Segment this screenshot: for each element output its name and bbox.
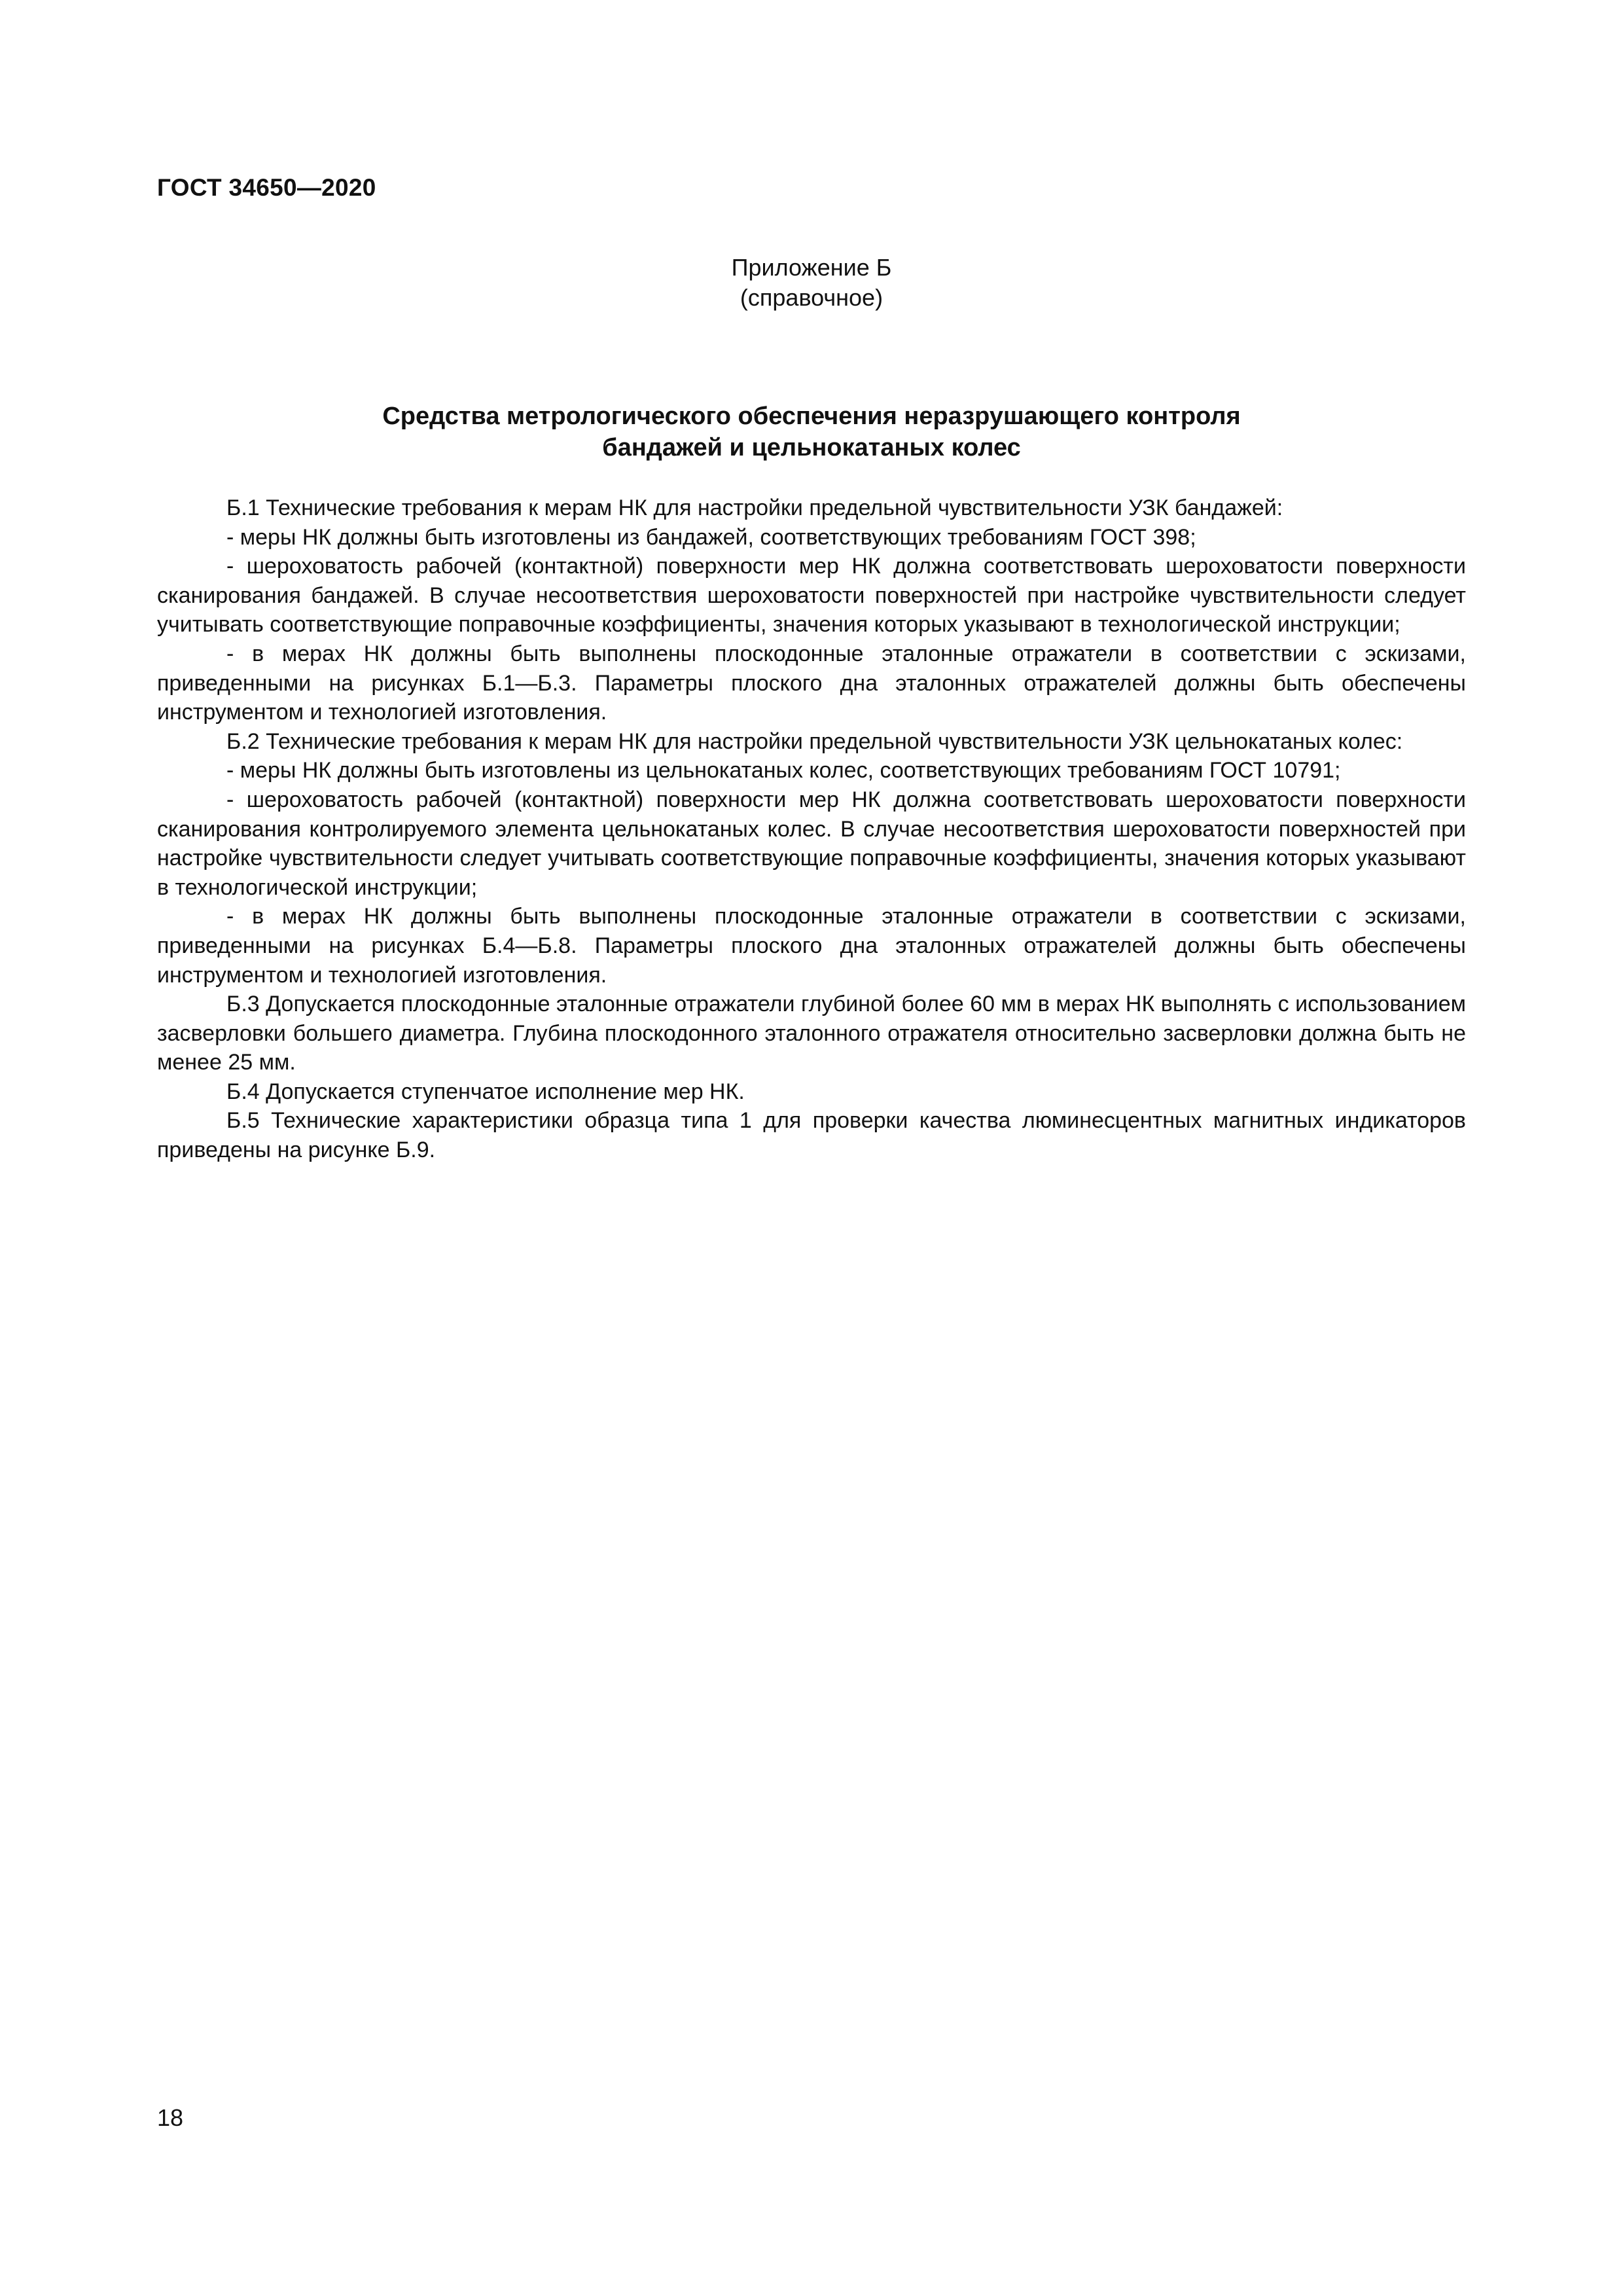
paragraph-b4: Б.4 Допускается ступенчатое исполнение мер НК. bbox=[226, 1079, 745, 1104]
appendix-label: Приложение Б bbox=[731, 254, 892, 281]
paragraph-b3: Б.3 Допускается плоскодонные эталонные отражатели глубиной более 60 мм в мерах НК выполнять с использованием засверловки большего диаметра. Глубина плоскодонного эталонного отражателя относительно засверловки должна быть не менее 25 мм. bbox=[157, 992, 1466, 1075]
paragraph-b2-item-3: - в мерах НК должны быть выполнены плоскодонные эталонные отражатели в соответствии с эскизами, приведенными на рисунках Б.4—Б.8. Параметры плоского дна эталонных отражателей должны быть обеспечены инструментом и технологией изготовления. bbox=[157, 904, 1466, 988]
paragraph-b5: Б.5 Технические характеристики образца типа 1 для проверки качества люминесцентных магнитных индикаторов приведены на рисунке Б.9. bbox=[157, 1108, 1466, 1163]
paragraph-b1-item-3: - в мерах НК должны быть выполнены плоскодонные эталонные отражатели в соответствии с эскизами, приведенными на рисунках Б.1—Б.3. Параметры плоского дна эталонных отражателей должны быть обеспечены инструментом и технологией изготовления. bbox=[157, 641, 1466, 725]
paragraph-b2-item-2: - шероховатость рабочей (контактной) поверхности мер НК должна соответствовать шероховатости поверхности сканирования контролируемого элемента цельнокатаных колес. В случае несоответствия шероховатости поверхностей при настройке чувствительности следует учитывать соответствующие поправочные коэффициенты, значения которых указывают в технологической инструкции; bbox=[157, 787, 1466, 900]
appendix-type: (справочное) bbox=[740, 284, 883, 311]
body-text bbox=[157, 493, 1466, 1165]
paragraph-b1-item-2: - шероховатость рабочей (контактной) поверхности мер НК должна соответствовать шероховатости поверхности сканирования бандажей. В случае несоответствия шероховатости поверхностей при настройке чувствительности следует учитывать соответствующие поправочные коэффициенты, значения которых указывают в технологической инструкции; bbox=[157, 554, 1466, 637]
appendix-heading bbox=[0, 253, 1623, 313]
document-code: ГОСТ 34650—2020 bbox=[157, 174, 376, 201]
paragraph-b1: Б.1 Технические требования к мерам НК для настройки предельной чувствительности УЗК бандажей: bbox=[226, 495, 1283, 520]
paragraph-b2: Б.2 Технические требования к мерам НК для настройки предельной чувствительности УЗК цельнокатаных колес: bbox=[226, 728, 1403, 754]
paragraph-b2-item-1: - меры НК должны быть изготовлены из цельнокатаных колес, соответствующих требованиям ГОСТ 10791; bbox=[226, 758, 1341, 783]
section-title-line-2: бандажей и цельнокатаных колес bbox=[602, 434, 1021, 461]
paragraph-b1-item-1: - меры НК должны быть изготовлены из бандажей, соответствующих требованиям ГОСТ 398; bbox=[226, 524, 1196, 550]
section-title bbox=[0, 401, 1623, 463]
page-number: 18 bbox=[157, 2104, 184, 2131]
section-title-line-1: Средства метрологического обеспечения неразрушающего контроля bbox=[382, 403, 1241, 430]
